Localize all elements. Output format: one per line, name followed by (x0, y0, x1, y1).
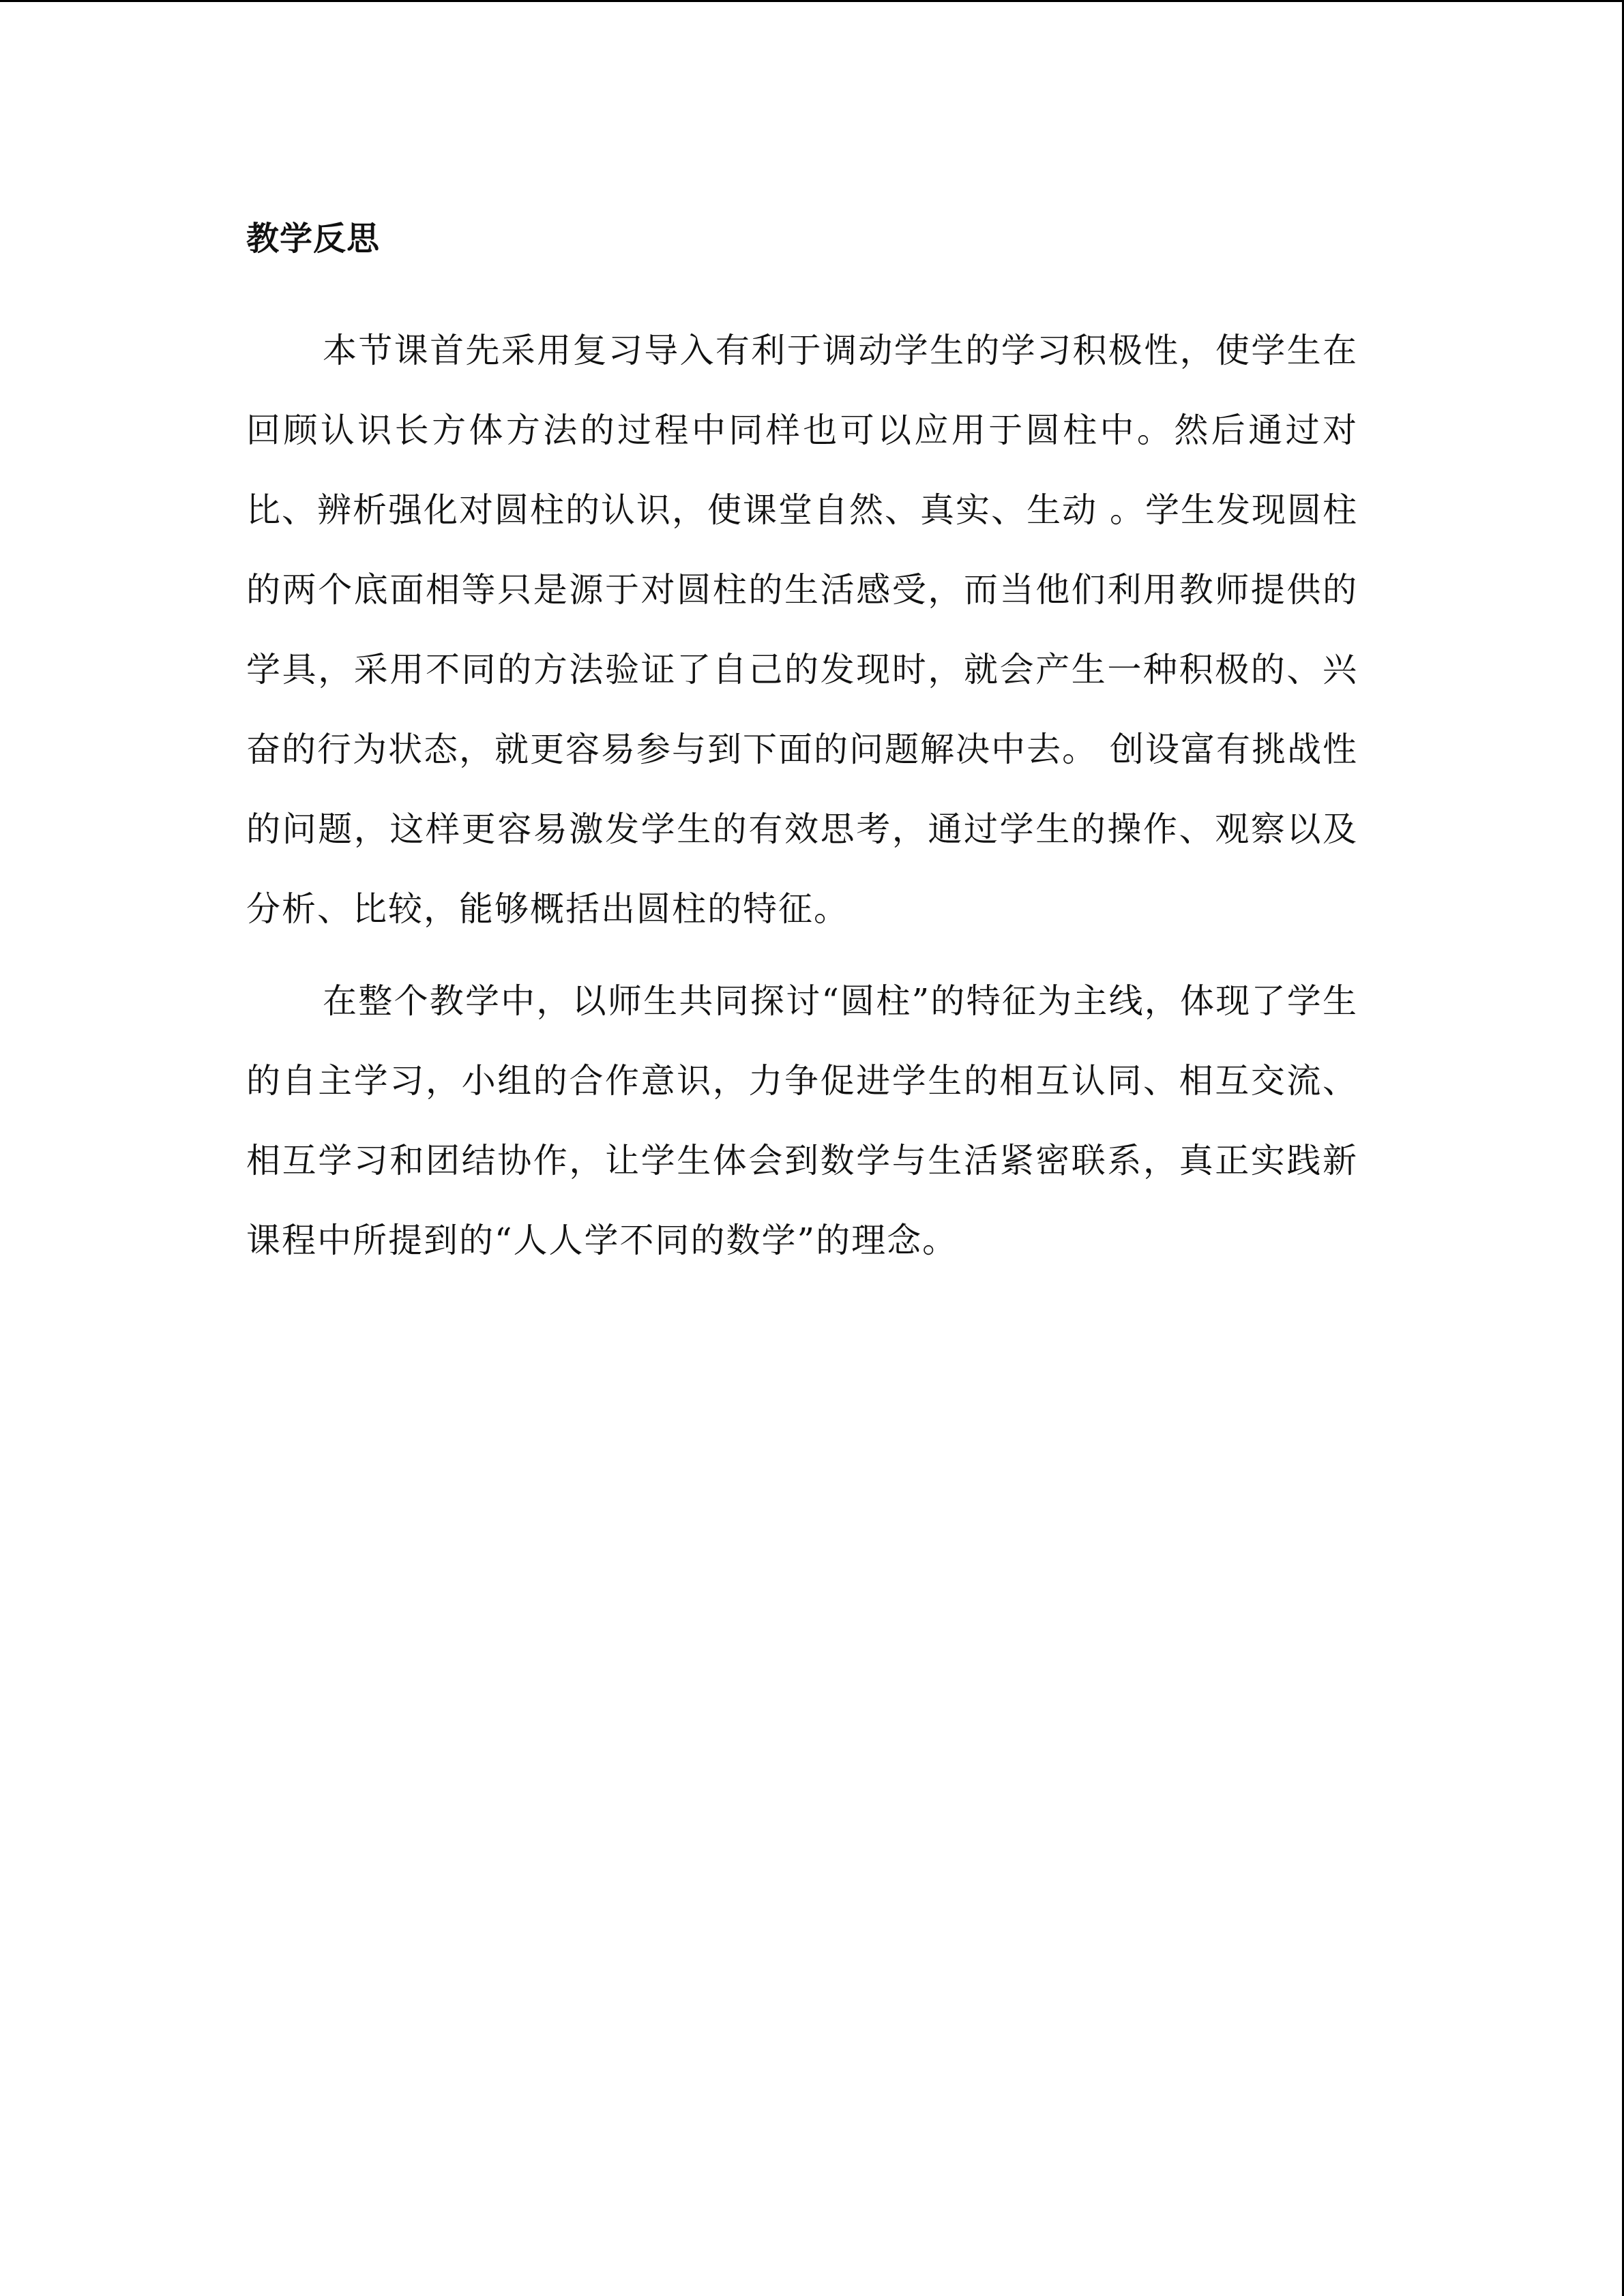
section-heading: 教学反思 (246, 220, 381, 258)
paragraph-1: 本节课首先采用复习导入有利于调动学生的学习积极性，使学生在回顾认识长方体方法的过程中同样也可以应用于圆柱中。然后通过对比、辨析强化对圆柱的认识，使课堂自然、真实、生动 。学生发现圆柱的两个底面相等只是源于对圆柱的生活感受，而当他们利用教师提供的学具，采用不同的方法验证了自己的发现时，就会产生一种积极的、兴奋的行为状态，就更容易参与到下面的问题解决中去。 创设富有挑战性的问题，这样更容易激发学生的有效思考，通过学生的操作、观察以及分析、比较，能够概括出圆柱的特征。 (246, 331, 1358, 929)
document-body (246, 218, 1406, 1293)
page-top-border (0, 0, 1624, 2)
paragraph-2: 在整个教学中，以师生共同探讨“圆柱”的特征为主线，体现了学生的自主学习，小组的合作意识，力争促进学生的相互认同、相互交流、相互学习和团结协作，让学生体会到数学与生活紧密联系，真正实践新课程中所提到的“人人学不同的数学”的理念。 (246, 981, 1358, 1260)
